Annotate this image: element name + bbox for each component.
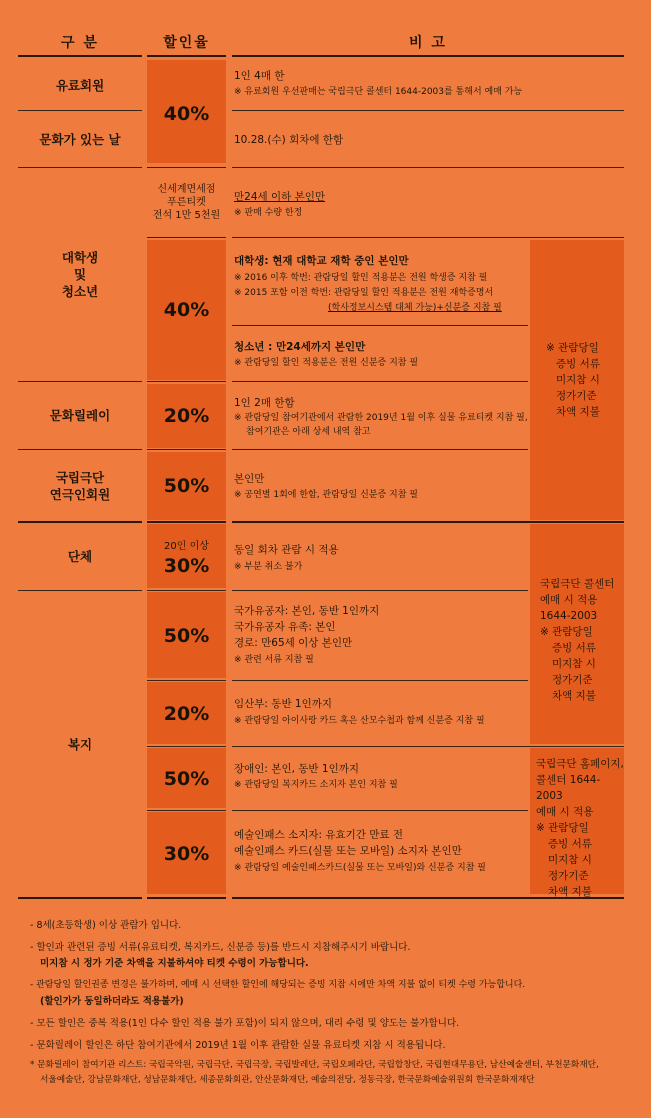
header-category: 구 분 xyxy=(61,35,99,51)
rate-40-top: 40% xyxy=(163,102,210,125)
welfare2-line2: ※ 관람당일 아이사랑 카드 혹은 산모수첩과 함께 신분증 지참 필 xyxy=(234,716,485,726)
row-divider xyxy=(232,110,624,111)
univ-line1: ※ 2016 이후 학번: 관람당일 할인 적용분은 전원 학생증 지참 필 xyxy=(234,273,488,283)
footer-note-1: - 8세(초등학생) 이상 관람가 입니다. xyxy=(30,920,182,931)
section-divider xyxy=(147,521,226,523)
relay-line2: ※ 관람당일 참여기관에서 관람한 2019년 1월 이후 실물 유료티켓 지참 필, xyxy=(234,413,528,423)
welfare1-line3: 경로: 만65세 이상 본인만 xyxy=(234,637,353,649)
note-line: 증빙 서류 xyxy=(548,838,592,850)
univ-line2: ※ 2015 포함 이전 학번: 관람당일 할인 적용분은 전원 재학증명서 xyxy=(234,288,494,298)
univ-title: 대학생: 현재 대학교 재학 중인 본인만 xyxy=(234,255,409,267)
header-rate: 할인율 xyxy=(163,35,210,51)
note-line: 예매 시 적용 xyxy=(540,594,598,606)
rate-youth: 40% xyxy=(163,298,210,321)
note-line: 미지참 시 xyxy=(548,854,592,866)
teen-line1: ※ 관람당일 할인 적용분은 전원 신분증 지참 필 xyxy=(234,358,419,368)
row-divider xyxy=(232,810,528,811)
footer-note-6b: 서울예술단, 강남문화재단, 성남문화재단, 세종문화회관, 안산문화재단, 예술의전당, 정동극장, 한국문화예술위원회 한국문화재재단 xyxy=(40,1075,535,1085)
paid-line1: 1인 4매 한 xyxy=(234,70,285,82)
rate-sub-shinsegae: 신세계면세점 푸른티켓 전석 1만 5천원 xyxy=(152,184,221,221)
category-paid-member: 유료회원 xyxy=(55,77,105,93)
footer-note-3b: (할인가가 동일하더라도 적용불가) xyxy=(40,996,184,1007)
note-line: 콜센터 1644-2003 xyxy=(536,774,601,802)
category-group: 단체 xyxy=(67,549,93,564)
row-divider xyxy=(232,746,624,747)
rate-relay: 20% xyxy=(163,404,210,427)
table-bottom xyxy=(147,897,226,899)
welfare1-line1: 국가유공자: 본인, 동반 1인까지 xyxy=(234,605,380,617)
section-divider xyxy=(232,521,624,523)
footer-note-6a: * 문화릴레이 참여기관 리스트: 국립국악원, 국립극단, 국립극장, 국립발레단, 국립오페라단, 국립합창단, 국립현대무용단, 남산예술센터, 부천문화재단, xyxy=(30,1060,599,1070)
rate-group: 30% xyxy=(163,555,210,577)
category-relay: 문화릴레이 xyxy=(49,408,111,423)
welfare4-line1: 예술인패스 소지자: 유효기간 만료 전 xyxy=(234,829,404,841)
member-line2: ※ 공연별 1회에 한함, 관람당일 신분증 지참 필 xyxy=(234,490,418,500)
culture-day-line1: 10.28.(수) 회차에 한함 xyxy=(234,134,344,146)
note-low1 xyxy=(530,576,624,704)
note-mid xyxy=(530,340,624,420)
note-line: ※ 관람당일 xyxy=(536,822,589,834)
note-line: 미지참 시 xyxy=(556,374,600,386)
note-line: 증빙 서류 xyxy=(556,358,600,370)
note-line: ※ 관람당일 xyxy=(546,342,599,354)
note-line: 미지참 시 xyxy=(552,658,596,670)
group-line1: 동일 회차 관람 시 적용 xyxy=(234,544,339,556)
row-divider xyxy=(232,237,624,238)
note-line: 예매 시 적용 xyxy=(536,806,594,818)
header-rule-2 xyxy=(147,55,226,57)
category-youth: 대학생 및 청소년 xyxy=(61,250,99,299)
category-welfare: 복지 xyxy=(67,736,93,752)
member-line1: 본인만 xyxy=(234,473,265,485)
rate-welfare-1: 50% xyxy=(163,624,210,647)
rate-member: 50% xyxy=(163,474,210,497)
note-line: 정가기준 xyxy=(548,870,589,882)
youth-sub-line2: ※ 판매 수량 한정 xyxy=(234,208,303,218)
row-divider xyxy=(232,381,528,382)
footer-note-2b: 미지참 시 정가 기준 차액을 지불하셔야 티켓 수령이 가능합니다. xyxy=(40,958,309,969)
rate-welfare-2: 20% xyxy=(163,702,210,725)
note-low2 xyxy=(530,756,624,900)
note-line: 국립극단 콜센터 xyxy=(540,578,615,590)
note-line: 차액 지불 xyxy=(548,886,592,898)
footer-note-2a: - 할인과 관련된 증빙 서류(유료티켓, 복지카드, 신분증 등)를 반드시 지참해주시기 바랍니다. xyxy=(30,942,411,953)
category-theater-member: 국립극단 연극인회원 xyxy=(49,469,111,502)
row-divider xyxy=(232,167,624,168)
welfare3-line1: 장애인: 본인, 동반 1인까지 xyxy=(234,763,359,775)
row-divider xyxy=(232,590,528,591)
row-divider xyxy=(232,325,528,326)
note-line: ※ 관람당일 xyxy=(540,626,593,638)
welfare2-line1: 임산부: 동반 1인까지 xyxy=(234,698,333,710)
welfare4-line2: 예술인패스 카드(실물 또는 모바일) 소지자 본인만 xyxy=(234,845,462,857)
footer-note-5: - 문화릴레이 할인은 하단 참여기관에서 2019년 1월 이후 관람한 실물 유료티켓 지참 시 적용됩니다. xyxy=(30,1040,446,1051)
table-bottom xyxy=(18,897,142,899)
teen-title: 청소년 : 만24세까지 본인만 xyxy=(234,341,366,353)
footer-note-4: - 모든 할인은 중복 적용(1인 다수 할인 적용 불가 포함)이 되지 않으며, 대리 수령 및 양도는 불가합니다. xyxy=(30,1018,460,1029)
welfare1-line4: ※ 관련 서류 지참 필 xyxy=(234,655,314,665)
note-line: 차액 지불 xyxy=(552,690,596,702)
group-line2: ※ 부분 취소 불가 xyxy=(234,562,303,572)
row-divider xyxy=(232,449,528,450)
welfare4-line3: ※ 관람당일 예술인패스카드(실물 또는 모바일)와 신분증 지참 필 xyxy=(234,863,486,873)
welfare3-line2: ※ 관람당일 복지카드 소지자 본인 지참 필 xyxy=(234,780,398,790)
relay-line3: 참여기관은 아래 상세 내역 참고 xyxy=(246,427,371,437)
header-rule-1 xyxy=(18,55,142,57)
relay-line1: 1인 2매 한함 xyxy=(234,397,295,409)
note-line: 1644-2003 xyxy=(540,610,598,622)
note-line: 정가기준 xyxy=(556,390,597,402)
note-line: 정가기준 xyxy=(552,674,593,686)
note-line: 차액 지불 xyxy=(556,406,600,418)
header-rule-3 xyxy=(232,55,624,57)
paid-line2: ※ 유료회원 우선판매는 국립극단 콜센터 1644-2003를 통해서 예매 가능 xyxy=(234,87,523,97)
welfare1-line2: 국가유공자 유족: 본인 xyxy=(234,621,336,633)
rate-welfare-4: 30% xyxy=(163,843,210,865)
youth-sub-line1: 만24세 이하 본인만 xyxy=(234,191,326,203)
rate-sub-group: 20인 이상 xyxy=(164,541,209,552)
rate-welfare-3: 50% xyxy=(163,767,210,790)
note-line: 증빙 서류 xyxy=(552,642,596,654)
category-culture-day: 문화가 있는 날 xyxy=(39,131,121,147)
header-note: 비 고 xyxy=(409,35,447,51)
note-line: 국립극단 홈페이지, xyxy=(536,758,624,770)
univ-line3: (학사정보시스템 대체 가능)+신분증 지참 필 xyxy=(328,303,502,313)
row-divider xyxy=(232,680,528,681)
footer-note-3a: - 관람당일 할인권종 변경은 불가하며, 예매 시 선택한 할인에 해당되는 증빙 지참 시에만 차액 지불 없이 티켓 수령 가능합니다. xyxy=(30,980,526,990)
